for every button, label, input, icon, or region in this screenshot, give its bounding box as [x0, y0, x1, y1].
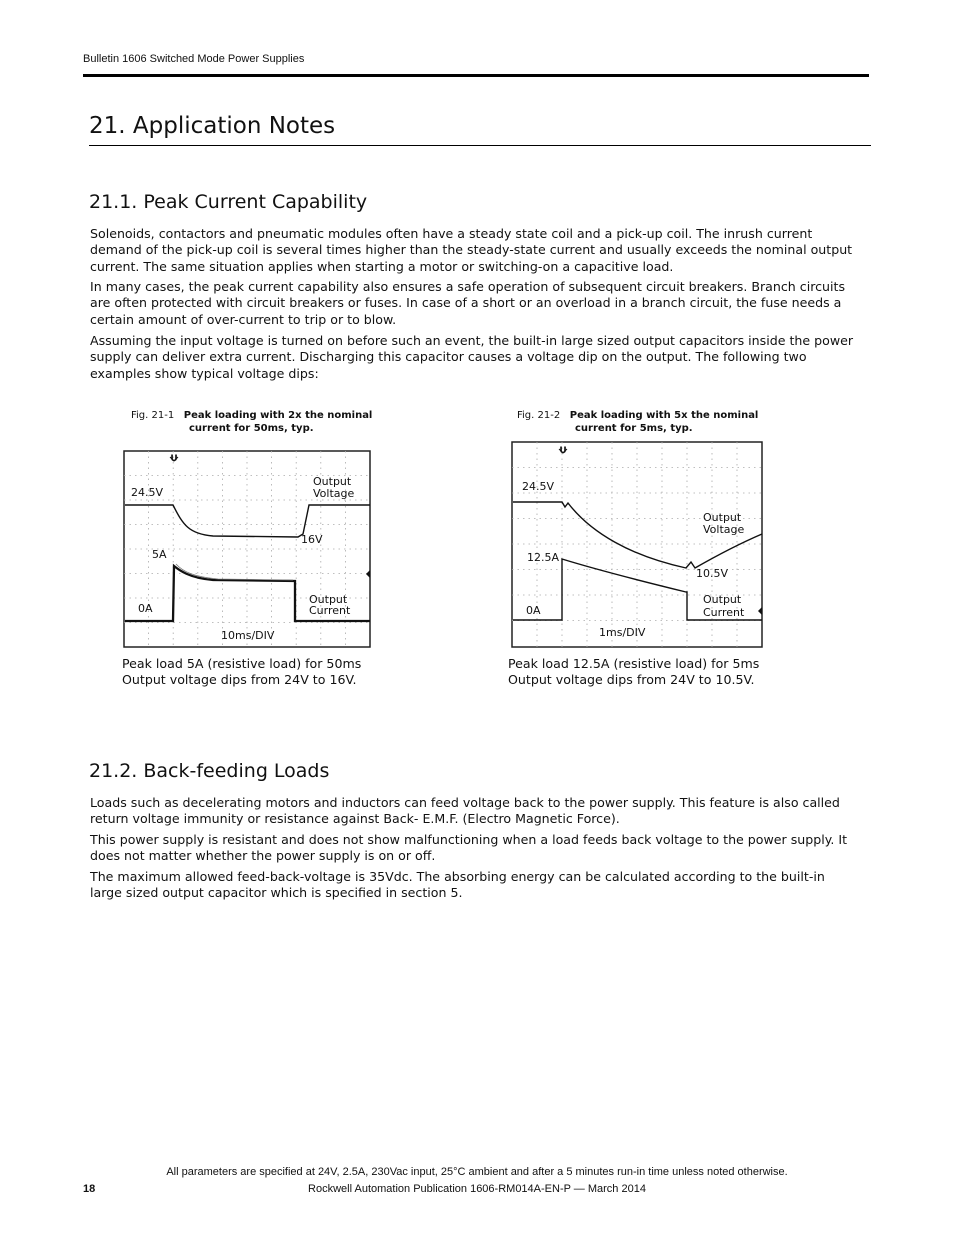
footer-publication: Rockwell Automation Publication 1606-RM014A-EN-P — March 2014	[308, 1183, 646, 1195]
paragraph: The maximum allowed feed-back-voltage is 35Vdc. The absorbing energy can be calculated according to the built-in large sized output capacitor which is specified in section 5.	[90, 869, 825, 901]
paragraph: This power supply is resistant and does not show malfunctioning when a load feeds back voltage to the power supply. It does not matter whether the power supply is on or off.	[90, 832, 848, 864]
figure-title: Peak loading with 2x the nominal	[183, 410, 373, 421]
timebase-label: 1ms/DIV	[599, 626, 646, 639]
paragraph: Solenoids, contactors and pneumatic modules often have a steady state coil and a pick-up coil. The inrush current demand of the pick-up coil is several times higher than the steady-state current and usually exceeds the nominal output current. The same situation applies when starting a motor or switching-on a capacitive load.	[90, 226, 853, 274]
current-peak-label: 12.5A	[527, 551, 560, 564]
figure-note-21-1	[122, 656, 361, 689]
current-peak-label: 5A	[152, 548, 167, 561]
trigger-marker: U	[559, 446, 567, 456]
oscilloscope-plot-21-1	[123, 450, 371, 648]
figure-title: Peak loading with 5x the nominal	[569, 410, 759, 421]
figure-note-line: Peak load 12.5A (resistive load) for 5ms	[508, 656, 760, 671]
trigger-marker: U	[170, 454, 178, 464]
current-label: Output	[703, 593, 742, 606]
figure-number: Fig. 21-2	[517, 410, 561, 421]
paragraph: In many cases, the peak current capability also ensures a safe operation of subsequent circuit breakers. Branch circuits are often protected with circuit breakers or fuses. In case of a short or an overload in a branch circuit, the fuse needs a certain amount of over-current to trip or to blow.	[90, 279, 846, 327]
figure-note-line: Peak load 5A (resistive load) for 50ms	[122, 656, 362, 671]
voltage-start-label: 24.5V	[131, 486, 164, 499]
oscilloscope-plot-21-2	[511, 441, 763, 648]
paragraph: Loads such as decelerating motors and inductors can feed voltage back to the power supply. This feature is also called return voltage immunity or resistance against Back- E.M.F. (Electro Magnetic Force).	[90, 795, 840, 827]
chapter-rule	[89, 145, 871, 146]
voltage-start-label: 24.5V	[522, 480, 555, 493]
figure-caption-21-1	[131, 409, 372, 435]
voltage-min-label: 10.5V	[696, 567, 729, 580]
header-rule	[83, 74, 869, 77]
figure-number: Fig. 21-1	[131, 410, 175, 421]
voltage-min-label: 16V	[301, 533, 323, 546]
voltage-label: Voltage	[703, 523, 745, 536]
figure-title-cont: current for 50ms, typ.	[189, 423, 314, 434]
page-number: 18	[83, 1183, 96, 1195]
figure-note-line: Output voltage dips from 24V to 10.5V.	[508, 672, 755, 688]
figure-caption-21-2	[517, 409, 758, 435]
voltage-label: Voltage	[313, 487, 355, 500]
current-label: Current	[309, 604, 351, 617]
section-title-back-feeding: 21.2. Back-feeding Loads	[89, 760, 330, 782]
current-zero-label: 0A	[138, 602, 153, 615]
figure-note-21-2	[508, 656, 759, 689]
running-header: Bulletin 1606 Switched Mode Power Supplies	[83, 53, 305, 65]
chapter-title: 21. Application Notes	[89, 113, 336, 139]
current-label: Output	[309, 593, 348, 606]
current-label: Current	[703, 606, 745, 619]
voltage-label: Output	[313, 475, 352, 488]
footer-note: All parameters are specified at 24V, 2.5A, 230Vac input, 25°C ambient and after a 5 minutes run-in time unless noted otherwise.	[166, 1166, 788, 1178]
figure-title-cont: current for 5ms, typ.	[575, 423, 693, 434]
section-title-peak-current: 21.1. Peak Current Capability	[89, 191, 368, 213]
current-zero-label: 0A	[526, 604, 541, 617]
timebase-label: 10ms/DIV	[221, 629, 275, 642]
figure-note-line: Output voltage dips from 24V to 16V.	[122, 672, 357, 688]
paragraph: Assuming the input voltage is turned on before such an event, the built-in large sized output capacitors inside the power supply can deliver extra current. Discharging this capacitor causes a voltage dip on the output. The following two examples show typical voltage dips:	[90, 333, 854, 381]
voltage-label: Output	[703, 511, 742, 524]
